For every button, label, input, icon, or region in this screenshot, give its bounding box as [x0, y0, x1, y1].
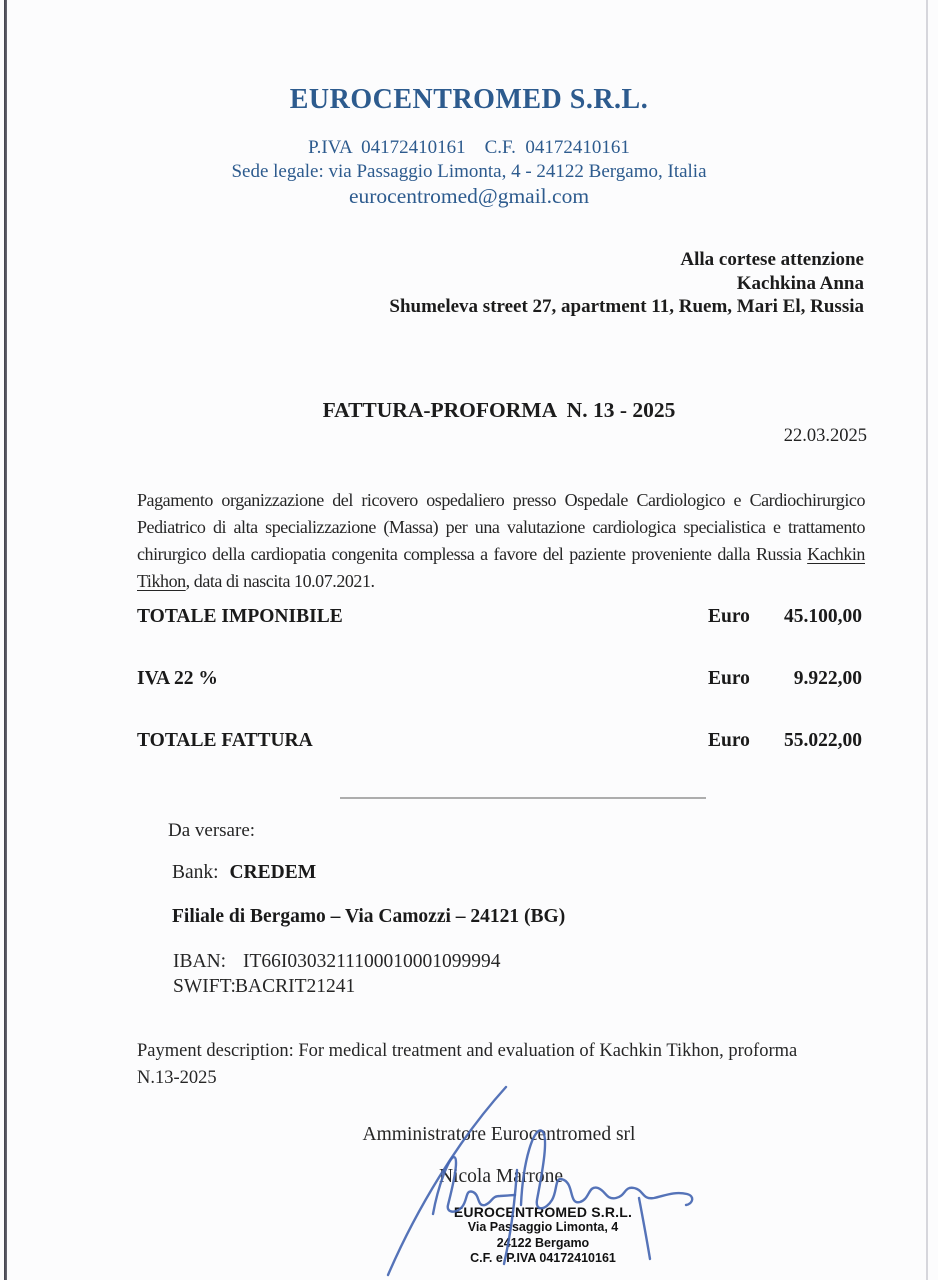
- total-label: IVA 22 %: [137, 668, 218, 689]
- stamp-line-1: EUROCENTROMED S.R.L.: [453, 1204, 633, 1220]
- recipient-attention: Alla cortese attenzione: [680, 249, 864, 270]
- bank-row: [172, 862, 316, 884]
- company-email: eurocentromed@gmail.com: [348, 184, 590, 208]
- description-before: Pagamento organizzazione del ricovero ospedaliero presso Ospedale Cardiologico e Cardiochirurgico Pediatrico di alta specializzazione (Massa) per una valutazione cardiologica specialistica e trattamento chirurgico della cardiopatia congenita complessa a favore del paziente proveniente dalla Russia: [137, 490, 865, 564]
- company-address-line: Sede legale: via Passaggio Limonta, 4 - 24122 Bergamo, Italia: [231, 161, 707, 182]
- total-amount: 9.922,00: [793, 668, 862, 689]
- total-amount: 55.022,00: [784, 730, 862, 751]
- iban-label: IBAN:: [173, 951, 227, 972]
- total-row-imponibile: [0, 606, 938, 632]
- letterhead: [1, 84, 937, 209]
- invoice-title: FATTURA-PROFORMA N. 13 - 2025: [322, 398, 676, 422]
- payment-note-line1: Payment description: For medical treatment and evaluation of Kachkin Tikhon, proforma: [137, 1041, 798, 1061]
- description-after: , data di nascita 10.07.2021.: [185, 571, 375, 591]
- payment-note-line2: N.13-2025: [137, 1068, 217, 1088]
- payment-note: [137, 1038, 869, 1092]
- bank-label: Bank:: [172, 862, 219, 883]
- signer-name: Nicola Marrone: [439, 1166, 563, 1187]
- total-amount: 45.100,00: [784, 606, 862, 627]
- iban-value: IT66I0303211100010001099994: [243, 951, 501, 972]
- company-name: EUROCENTROMED S.R.L.: [289, 84, 649, 115]
- swift-row: [173, 976, 355, 998]
- total-row-iva: [0, 668, 938, 694]
- divider-line: [340, 797, 706, 799]
- total-row-fattura: [0, 730, 938, 756]
- iban-row: [173, 951, 500, 973]
- bank-name: CREDEM: [229, 862, 317, 883]
- stamp-line-3: 24122 Bergamo: [496, 1235, 590, 1250]
- total-currency: Euro: [708, 730, 750, 751]
- swift-label: SWIFT:: [173, 976, 236, 997]
- company-vat-line: P.IVA 04172410161 C.F. 04172410161: [308, 137, 630, 158]
- swift-value: BACRIT21241: [235, 976, 356, 997]
- total-label: TOTALE IMPONIBILE: [137, 606, 343, 627]
- recipient-name: Kachkina Anna: [736, 272, 864, 294]
- recipient-address: Shumeleva street 27, apartment 11, Ruem, Mari El, Russia: [389, 296, 864, 317]
- invoice-date: 22.03.2025: [783, 426, 867, 446]
- invoice-description: [137, 487, 865, 595]
- stamp-line-2: Via Passaggio Limonta, 4: [467, 1220, 619, 1234]
- stamp-line-4: C.F. e P.IVA 04172410161: [470, 1251, 616, 1265]
- branch-line: Filiale di Bergamo – Via Camozzi – 24121 (BG): [172, 906, 566, 927]
- total-currency: Euro: [708, 668, 750, 689]
- signature-role: Amministratore Eurocentromed srl: [362, 1124, 636, 1145]
- recipient-block: [389, 248, 864, 319]
- company-stamp: [420, 1204, 666, 1267]
- da-versare-label: Da versare:: [168, 820, 256, 841]
- total-label: TOTALE FATTURA: [137, 730, 313, 751]
- total-currency: Euro: [708, 606, 750, 627]
- patient-name: Kachkin Tikhon: [137, 544, 865, 591]
